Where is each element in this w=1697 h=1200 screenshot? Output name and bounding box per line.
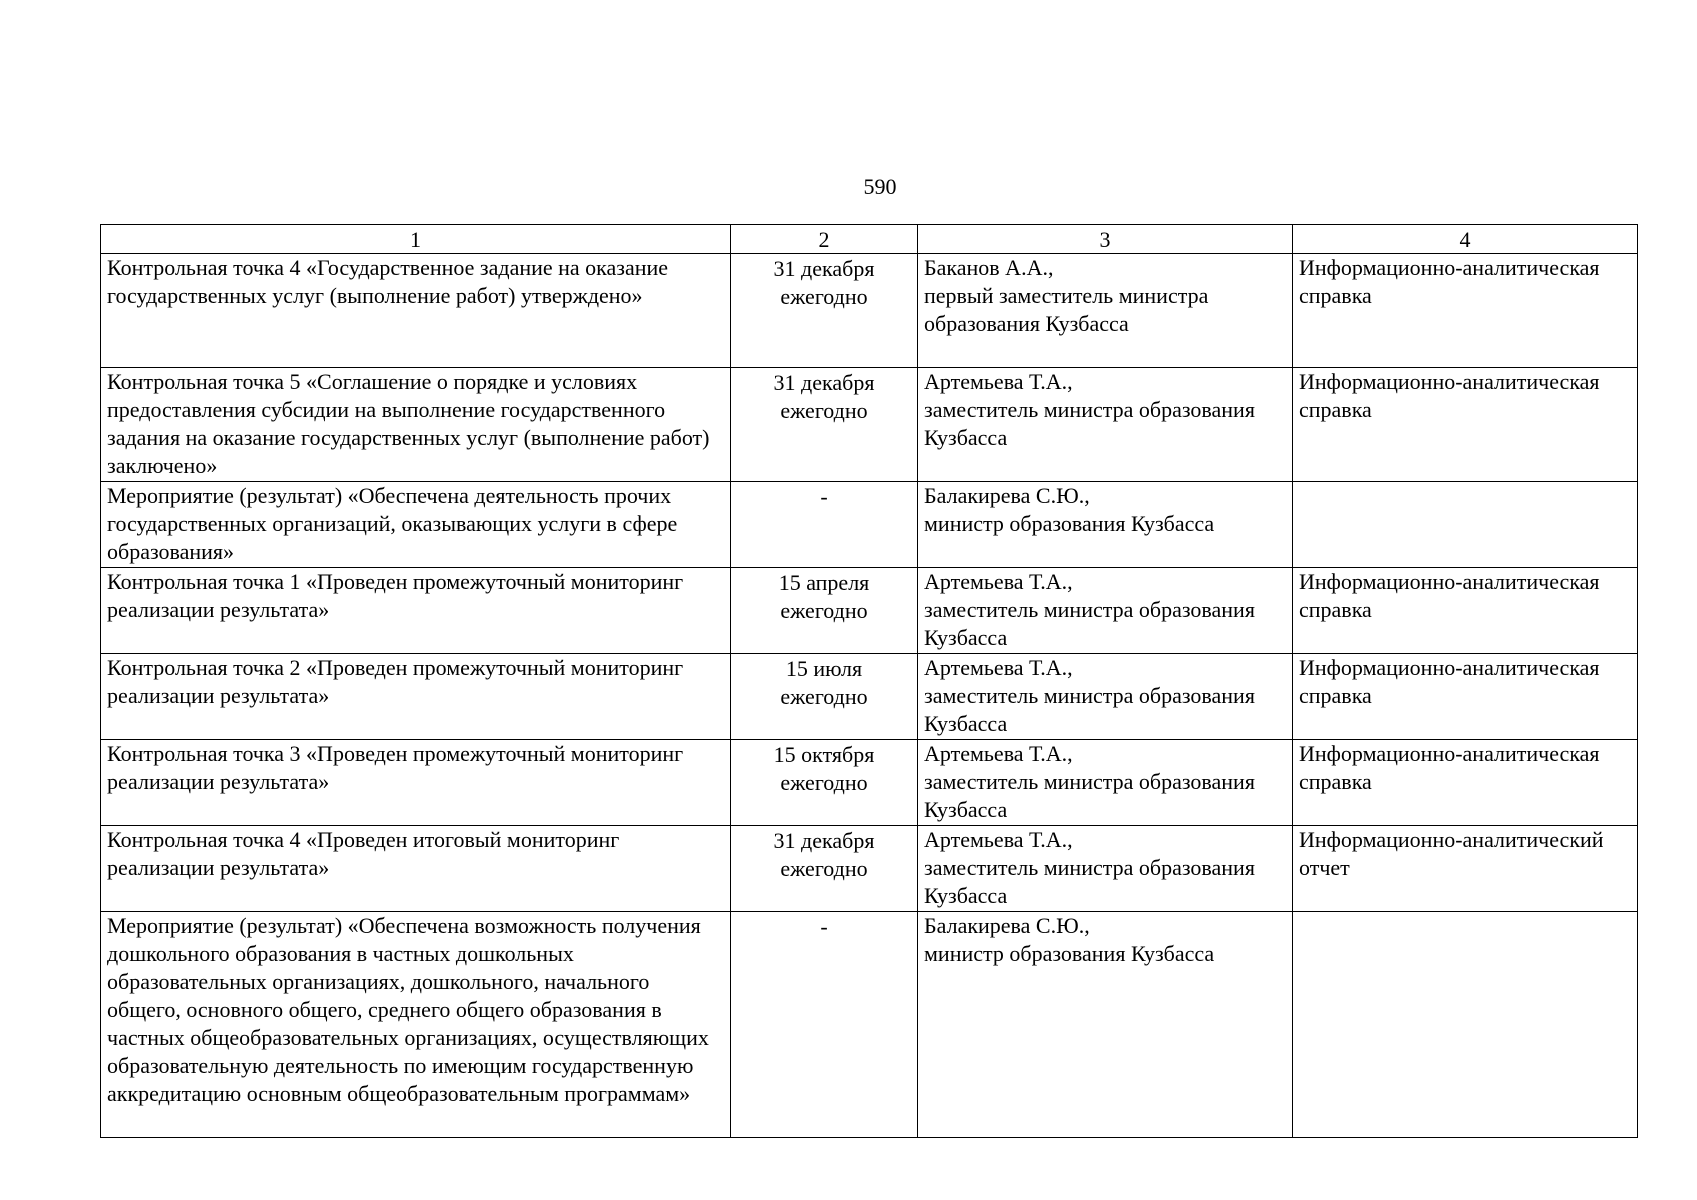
deadline-cell: - <box>731 482 918 568</box>
responsible-cell: Артемьева Т.А., заместитель министра образования Кузбасса <box>918 826 1293 912</box>
table-row <box>101 826 1638 912</box>
deadline-cell: 15 июля ежегодно <box>731 654 918 740</box>
document-table <box>100 224 1638 1138</box>
column-header-3: 3 <box>918 225 1293 254</box>
document-type-cell: Информационно-аналитический отчет <box>1293 826 1638 912</box>
responsible-cell: Баканов А.А., первый заместитель министра образования Кузбасса <box>918 254 1293 368</box>
responsible-cell: Артемьева Т.А., заместитель министра образования Кузбасса <box>918 368 1293 482</box>
document-type-cell: Информационно-аналитическая справка <box>1293 654 1638 740</box>
table-row <box>101 254 1638 368</box>
event-cell: Мероприятие (результат) «Обеспечена возможность получения дошкольного образования в частных дошкольных образовательных организациях, дошкольного, начального общего, основного общего, среднего общего образования в частных общеобразовательных организациях, осуществляющих образовательную деятельность по имеющим государственную аккредитацию основным общеобразовательным программам» <box>101 912 731 1138</box>
table-row <box>101 368 1638 482</box>
responsible-cell: Балакирева С.Ю., министр образования Кузбасса <box>918 482 1293 568</box>
event-cell: Контрольная точка 4 «Проведен итоговый мониторинг реализации результата» <box>101 826 731 912</box>
column-header-1: 1 <box>101 225 731 254</box>
document-type-cell: Информационно-аналитическая справка <box>1293 368 1638 482</box>
deadline-cell: - <box>731 912 918 1138</box>
deadline-cell: 31 декабря ежегодно <box>731 254 918 368</box>
table-row <box>101 740 1638 826</box>
responsible-cell: Артемьева Т.А., заместитель министра образования Кузбасса <box>918 654 1293 740</box>
event-cell: Контрольная точка 4 «Государственное задание на оказание государственных услуг (выполнение работ) утверждено» <box>101 254 731 368</box>
column-header-2: 2 <box>731 225 918 254</box>
deadline-cell: 15 октября ежегодно <box>731 740 918 826</box>
table-header-row <box>101 225 1638 254</box>
document-type-cell: Информационно-аналитическая справка <box>1293 568 1638 654</box>
document-type-cell: Информационно-аналитическая справка <box>1293 254 1638 368</box>
document-type-cell <box>1293 482 1638 568</box>
responsible-cell: Балакирева С.Ю., министр образования Кузбасса <box>918 912 1293 1138</box>
column-header-4: 4 <box>1293 225 1638 254</box>
deadline-cell: 31 декабря ежегодно <box>731 826 918 912</box>
table-row <box>101 912 1638 1138</box>
event-cell: Контрольная точка 3 «Проведен промежуточный мониторинг реализации результата» <box>101 740 731 826</box>
deadline-cell: 31 декабря ежегодно <box>731 368 918 482</box>
event-cell: Контрольная точка 2 «Проведен промежуточный мониторинг реализации результата» <box>101 654 731 740</box>
event-cell: Контрольная точка 5 «Соглашение о порядке и условиях предоставления субсидии на выполнение государственного задания на оказание государственных услуг (выполнение работ) заключено» <box>101 368 731 482</box>
document-type-cell: Информационно-аналитическая справка <box>1293 740 1638 826</box>
table-row <box>101 568 1638 654</box>
table-row <box>101 654 1638 740</box>
event-cell: Контрольная точка 1 «Проведен промежуточный мониторинг реализации результата» <box>101 568 731 654</box>
deadline-cell: 15 апреля ежегодно <box>731 568 918 654</box>
page-number: 590 <box>863 174 897 199</box>
document-type-cell <box>1293 912 1638 1138</box>
event-cell: Мероприятие (результат) «Обеспечена деятельность прочих государственных организаций, оказывающих услуги в сфере образования» <box>101 482 731 568</box>
table-row <box>101 482 1638 568</box>
responsible-cell: Артемьева Т.А., заместитель министра образования Кузбасса <box>918 568 1293 654</box>
responsible-cell: Артемьева Т.А., заместитель министра образования Кузбасса <box>918 740 1293 826</box>
